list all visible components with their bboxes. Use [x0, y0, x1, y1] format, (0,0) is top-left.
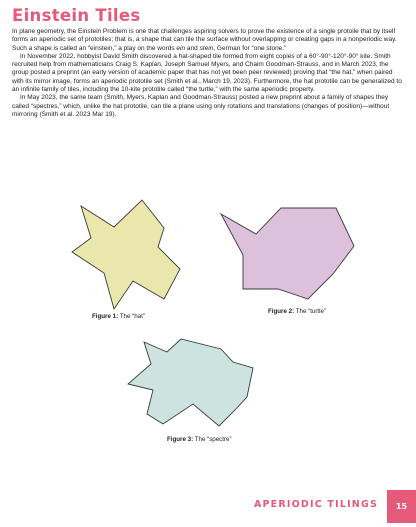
- spectre-tile-shape: [128, 339, 253, 426]
- section-footer-label: APERIODIC TILINGS: [253, 499, 378, 510]
- hat-tile-shape: [72, 200, 180, 309]
- paragraph-einstein-problem: [12, 28, 404, 53]
- page-number-tab: [387, 490, 416, 523]
- paragraph-spectre: In May 2023, the same team (Smith, Myers, Kaplan and Goodman-Strauss) posted a new preprint about a family of shapes they called “spectres,” which, unlike the hat prototile, can tile a plane using only rotations and translations (changes of position)—without mirroring (Smith et al. 2023 Mar 19).: [12, 94, 390, 118]
- figure-2-text: The “turtle”: [295, 308, 327, 315]
- paragraph-text: , German for “one stone.”: [213, 44, 287, 52]
- figure-3-text: The “spectre”: [194, 436, 232, 443]
- figure-3-caption: [167, 436, 232, 443]
- paragraph-text: In plane geometry, the Einstein Problem is one that challenges aspiring solvers to prove the existence of a single protoile that by itself forms an aperiodic set of prototiles; that is, a shape that can tile the surface without overlapping or creating gaps in a nonperiodic way. Such a shape is called an “einstein,” a play on the words: [12, 28, 397, 52]
- turtle-tile-figure: [218, 198, 368, 313]
- figure-2-caption: [268, 308, 326, 315]
- article-body: [12, 28, 404, 119]
- turtle-tile-shape: [221, 208, 354, 299]
- figure-3-label: Figure 3:: [167, 436, 194, 443]
- page-number: 15: [395, 502, 408, 511]
- page-title: Einstein Tiles: [12, 6, 141, 25]
- paragraph-hat-discovery: In November 2022, hobbyist David Smith discovered a hat-shaped tile formed from eight copies of a 60°-90°-120°-90° kite. Smith recruited help from mathematicians Craig S. Kaplan, Joseph Samuel Myers, and Chaim Goodman-Strauss, and in March 2023, the group posted a preprint (an early version of academic paper that has not yet been peer reviewed) proving that “the hat,” when paired with its mirror image, forms an aperiodic prototile set (Smith et al., March 19, 2023). Furthermore, the hat prototile can be generalized to an infinite family of tiles, including the 10-kite prototile called “the turtle,” with the same aperiodic property.: [12, 52, 402, 94]
- figure-1-label: Figure 1:: [92, 313, 119, 320]
- hat-tile-figure: [62, 197, 212, 312]
- figure-2-label: Figure 2:: [268, 308, 295, 315]
- spectre-tile-figure: [123, 330, 283, 435]
- figure-1-text: The “hat”: [119, 313, 145, 320]
- emphasis-ein: ein: [176, 44, 186, 52]
- paragraph-text: and: [185, 44, 200, 52]
- figure-1-caption: [92, 313, 145, 320]
- emphasis-stein: stein: [199, 44, 214, 52]
